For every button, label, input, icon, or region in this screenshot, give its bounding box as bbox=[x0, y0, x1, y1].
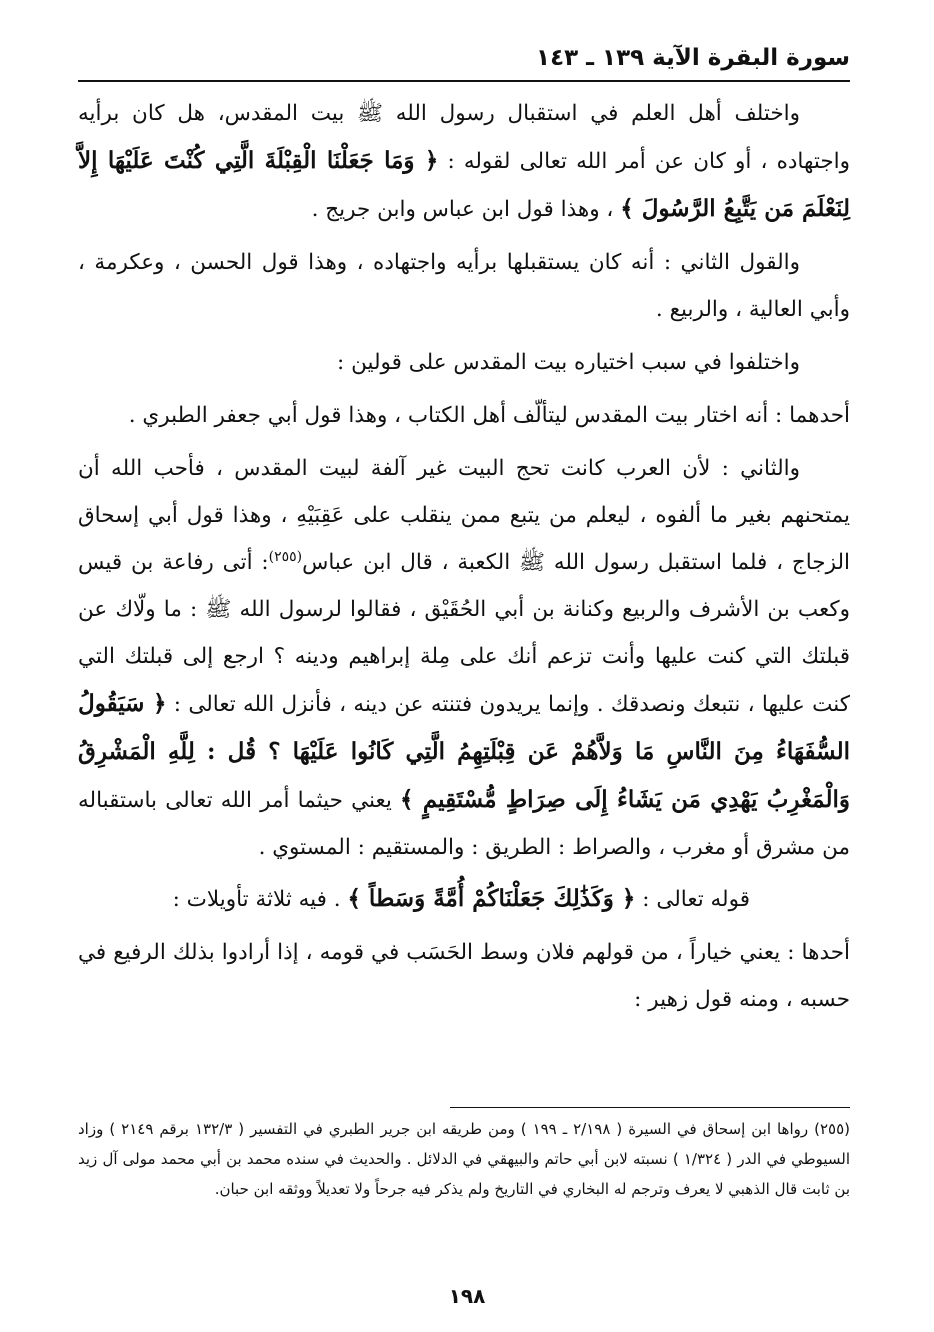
paragraph-1-text-a: واختلف أهل العلم في استقبال رسول الله ﷺ بيت المقدس، هل كان برأيه واجتهاده ، أو كان عن أمر الله تعالى لقوله : bbox=[78, 101, 850, 174]
footnote-rule bbox=[450, 1107, 850, 1108]
page-number: ١٩٨ bbox=[448, 1284, 486, 1308]
paragraph-5-text-a: والثاني : لأن العرب كانت تحج البيت غير آلفة لبيت المقدس ، فأحب الله أن يمتحنهم بغير ما ألفوه ، ليعلم من يتبع ممن ينقلب على عَقِبَيْهِ ، وهذا قول أبي إسحاق الزجاج ، فلما استقبل رسول الله ﷺ الكعبة ، قال ابن عباس bbox=[78, 456, 850, 575]
running-header: سورة البقرة الآية ١٣٩ ـ ١٤٣ bbox=[536, 45, 850, 71]
paragraph-1-text-b: ، وهذا قول ابن عباس وابن جريج . bbox=[311, 197, 614, 222]
paragraph-7: أحدها : يعني خياراً ، من قولهم فلان وسط الحَسَب في قومه ، إذا أرادوا بذلك الرفيع في حسبه ، ومنه قول زهير : bbox=[78, 940, 850, 1012]
paragraph-5-text-c: يعني حيثما أمر الله تعالى باستقباله من مشرق أو مغرب ، والصراط : الطريق : والمستقيم : المستوي . bbox=[78, 788, 850, 860]
footnote-marker[interactable]: (٢٥٥) bbox=[268, 548, 303, 565]
paragraph-5 bbox=[78, 445, 850, 871]
footnote: (٢٥٥) رواها ابن إسحاق في السيرة ( ٢/١٩٨ ـ ١٩٩ ) ومن طريقه ابن جرير الطبري في التفسير ( ١٣٢/٣ برقم ٢١٤٩ ) وزاد السيوطي في الدر ( ١/٣٢٤ ) نسبته لابن أبي حاتم والبيهقي في الدلائل . والحديث في سنده محمد بن أبي محمد مولى آل زيد بن ثابت قال الذهبي لا يعرف وترجم له البخاري في التاريخ ولم يذكر فيه جرحاً ولا تعديلاً ووثقه ابن حبان. bbox=[78, 1120, 850, 1198]
header-rule bbox=[78, 80, 850, 82]
body-text bbox=[78, 90, 850, 1080]
quran-verse-2: ﴿ سَيَقُولُ السُّفَهَاءُ مِنَ النَّاسِ مَا وَلاَّهُمْ عَن قِبْلَتِهِمُ الَّتِي كَانُوا عَلَيْهَا ؟ قُل : لِلَّهِ الْمَشْرِقُ وَالْمَغْرِبُ يَهْدِي مَن يَشَاءُ إِلَى صِرَاطٍ مُّسْتَقِيمٍ ﴾ bbox=[78, 690, 850, 813]
paragraph-1 bbox=[78, 90, 850, 233]
paragraph-6 bbox=[78, 875, 850, 923]
paragraph-2: والقول الثاني : أنه كان يستقبلها برأيه واجتهاده ، وهذا قول الحسن ، وعكرمة ، وأبي العالية ، والربيع . bbox=[78, 250, 850, 322]
paragraph-5-text-b: : أتى رفاعة بن قيس وكعب بن الأشرف والربيع وكنانة بن أبي الحُقَيْق ، فقالوا لرسول الله ﷺ : ما ولّاك عن قبلتك التي كنت عليها وأنت تزعم أنك على مِلة إبراهيم ودينه ؟ ارجع إلى قبلتك التي كنت عليها ، نتبعك ونصدقك . وإنما يريدون فتنته عن دينه ، فأنزل الله تعالى : bbox=[78, 550, 850, 717]
paragraph-4: أحدهما : أنه اختار بيت المقدس ليتألّف أهل الكتاب ، وهذا قول أبي جعفر الطبري . bbox=[128, 403, 850, 428]
quran-verse-3: ﴿ وَكَذَٰلِكَ جَعَلْنَاكُمْ أُمَّةً وَسَطاً ﴾ bbox=[347, 885, 636, 912]
quran-verse-1: ﴿ وَمَا جَعَلْنَا الْقِبْلَةَ الَّتِي كُنْتَ عَلَيْهَا إِلاَّ لِنَعْلَمَ مَن يَتَّبِعُ الرَّسُولَ ﴾ bbox=[78, 147, 850, 222]
paragraph-3: واختلفوا في سبب اختياره بيت المقدس على قولين : bbox=[337, 350, 800, 375]
paragraph-6-text-b: . فيه ثلاثة تأويلات : bbox=[172, 887, 341, 912]
paragraph-6-text-a: قوله تعالى : bbox=[635, 887, 750, 912]
